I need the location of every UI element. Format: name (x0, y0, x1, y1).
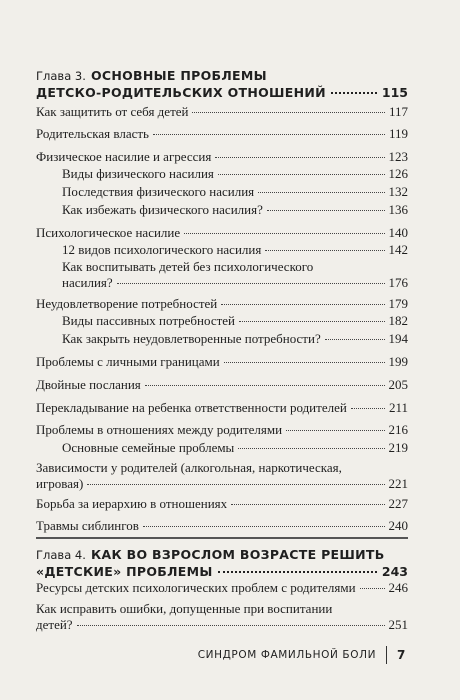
book-title: СИНДРОМ ФАМИЛЬНОЙ БОЛИ (197, 649, 377, 661)
chapter-4-title-line2: «ДЕТСКИЕ» ПРОБЛЕМЫ (36, 564, 213, 579)
toc-entry (36, 518, 408, 534)
leader-dots (143, 526, 385, 527)
entry-title: Как избежать физического насилия? (62, 202, 263, 217)
entry-page: 246 (388, 580, 408, 595)
chapter-3-heading (36, 66, 408, 102)
leader-dots (267, 210, 385, 211)
entry-page: 136 (388, 202, 408, 217)
leader-dots (145, 385, 385, 386)
toc-entry (36, 126, 408, 142)
entry-page: 132 (388, 184, 408, 199)
entry-title: Неудовлетворение потребностей (36, 296, 218, 311)
chapter-4-label: Глава 4. (36, 548, 86, 562)
entry-page: 179 (388, 296, 408, 311)
entry-title-line2: игровая) (36, 476, 84, 491)
leader-dots (215, 157, 384, 158)
entry-page: 194 (388, 331, 408, 346)
entry-page: 227 (388, 496, 408, 511)
leader-dots (224, 362, 385, 363)
entry-title: Виды пассивных потребностей (62, 313, 235, 328)
leader-dots (331, 91, 377, 94)
leader-dots (184, 233, 384, 234)
entry-page: 176 (388, 275, 408, 290)
leader-dots (265, 250, 384, 251)
toc-subentry (62, 166, 408, 182)
entry-title: Физическое насилие и агрессия (36, 149, 212, 164)
entry-page: 211 (388, 400, 408, 415)
entry-page: 199 (388, 354, 408, 369)
footer-divider (386, 646, 387, 664)
leader-dots (153, 134, 385, 135)
leader-dots (218, 570, 377, 573)
toc-entry (36, 296, 408, 312)
entry-title: Ресурсы детских психологических проблем с родителями (36, 580, 356, 595)
toc-entry (36, 354, 408, 370)
entry-page: 182 (388, 313, 408, 328)
entry-page: 219 (388, 440, 408, 455)
leader-dots (325, 339, 385, 340)
entry-title: 12 видов психологического насилия (62, 242, 262, 257)
entry-title: Двойные послания (36, 377, 141, 392)
toc-subentry (62, 242, 408, 258)
entry-title-line1: Как исправить ошибки, допущенные при воспитании (36, 601, 333, 616)
entry-page: 221 (388, 476, 408, 491)
leader-dots (117, 283, 385, 284)
toc-entry (36, 580, 408, 596)
chapter-3-label: Глава 3. (36, 69, 86, 83)
entry-page: 205 (388, 377, 408, 392)
running-footer (198, 646, 406, 664)
chapter-4-page: 243 (381, 564, 408, 579)
entry-page: 119 (388, 126, 408, 141)
chapter-4-heading (36, 545, 408, 581)
entry-title-line2: насилия? (62, 275, 113, 290)
entry-page: 123 (388, 149, 408, 164)
leader-dots (221, 304, 384, 305)
chapter-4-title-line1: КАК ВО ВЗРОСЛОМ ВОЗРАСТЕ РЕШИТЬ (90, 547, 385, 562)
entry-title: Последствия физического насилия (62, 184, 255, 199)
page-number: 7 (397, 648, 406, 662)
toc-subentry (62, 331, 408, 347)
leader-dots (238, 448, 384, 449)
leader-dots (87, 484, 384, 485)
toc-entry (36, 601, 408, 633)
entry-title-line1: Как воспитывать детей без психологического (62, 259, 314, 274)
leader-dots (192, 112, 384, 113)
entry-page: 251 (388, 617, 408, 632)
toc-entry (36, 400, 408, 416)
chapter-3-page: 115 (381, 85, 408, 100)
entry-page: 126 (388, 166, 408, 181)
leader-dots (231, 504, 384, 505)
leader-dots (218, 174, 385, 175)
entry-title-line1: Зависимости у родителей (алкогольная, наркотическая, (36, 460, 342, 475)
entry-title: Родительская власть (36, 126, 149, 141)
toc-entry (36, 149, 408, 165)
leader-dots (360, 588, 385, 589)
leader-dots (258, 192, 384, 193)
toc-entry (36, 225, 408, 241)
entry-title: Перекладывание на ребенка ответственности родителей (36, 400, 347, 415)
entry-title: Как защитить от себя детей (36, 104, 189, 119)
entry-title-line2: детей? (36, 617, 73, 632)
chapter-separator (36, 537, 408, 539)
leader-dots (77, 625, 385, 626)
toc-entry (36, 422, 408, 438)
entry-title: Виды физического насилия (62, 166, 214, 181)
entry-page: 142 (388, 242, 408, 257)
toc-entry (36, 460, 408, 492)
entry-page: 216 (388, 422, 408, 437)
chapter-3-title-line2: ДЕТСКО-РОДИТЕЛЬСКИХ ОТНОШЕНИЙ (36, 85, 326, 100)
entry-title: Борьба за иерархию в отношениях (36, 496, 228, 511)
leader-dots (286, 430, 384, 431)
entry-title: Психологическое насилие (36, 225, 181, 240)
toc-subentry (62, 184, 408, 200)
entry-title: Основные семейные проблемы (62, 440, 235, 455)
toc-subentry (62, 440, 408, 456)
toc-subentry (62, 259, 408, 291)
entry-title: Проблемы в отношениях между родителями (36, 422, 283, 437)
entry-page: 117 (388, 104, 408, 119)
chapter-3-title-line1: ОСНОВНЫЕ ПРОБЛЕМЫ (90, 68, 267, 83)
entry-title: Как закрыть неудовлетворенные потребности? (62, 331, 321, 346)
leader-dots (239, 321, 385, 322)
entry-title: Проблемы с личными границами (36, 354, 220, 369)
entry-page: 140 (388, 225, 408, 240)
toc-entry (36, 377, 408, 393)
leader-dots (351, 408, 385, 409)
toc-entry (36, 104, 408, 120)
entry-title: Травмы сиблингов (36, 518, 139, 533)
toc-entry (36, 496, 408, 512)
entry-page: 240 (388, 518, 408, 533)
toc-subentry (62, 202, 408, 218)
toc-subentry (62, 313, 408, 329)
